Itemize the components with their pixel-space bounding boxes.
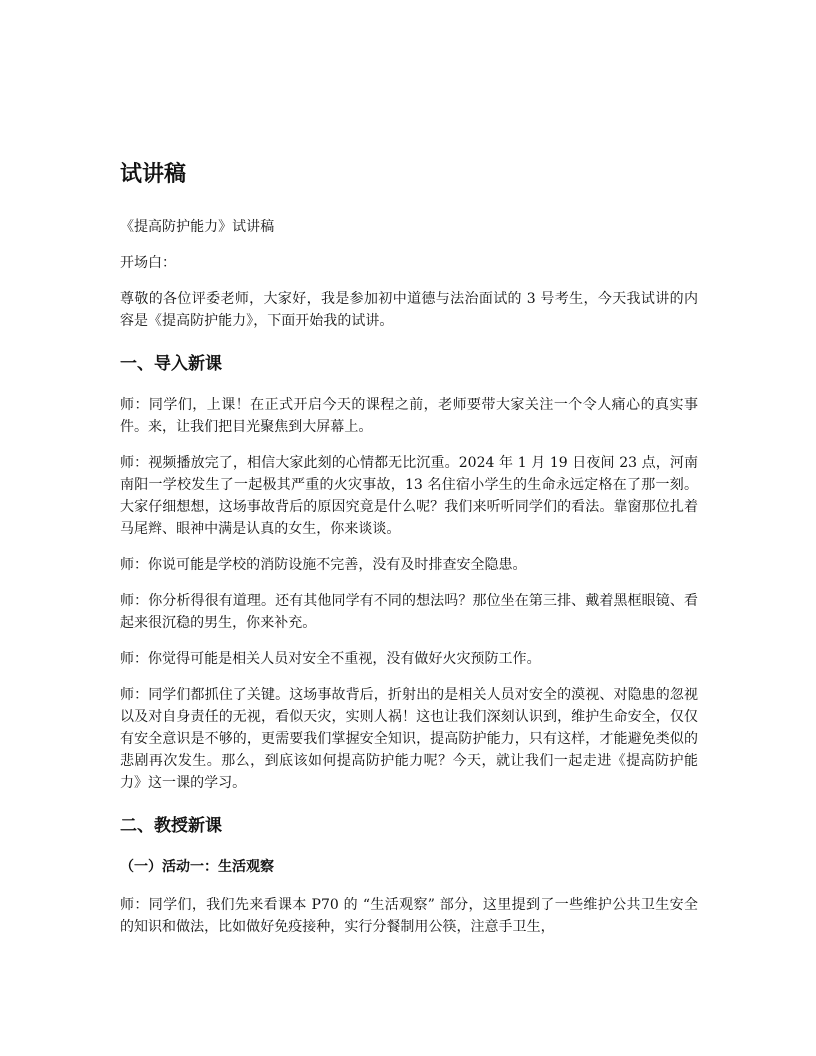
paragraph: 师：视频播放完了，相信大家此刻的心情都无比沉重。2024 年 1 月 19 日夜间 23 点，河南南阳一学校发生了一起极其严重的火灾事故，13 名住宿小学生的生命永远定格在了那一刻。大家仔细想想，这场事故背后的原因究竟是什么呢？我们来听听同学们的看法。靠窗那位扎着马尾辫、眼神中满是认真的女生，你来谈谈。: [120, 455, 698, 537]
section-heading-introduction: 一、导入新课: [120, 354, 222, 374]
document-page: [120, 150, 698, 952]
paragraph: 师：你说可能是学校的消防设施不完善，没有及时排查安全隐患。: [120, 557, 527, 573]
opening-label: 开场白：: [120, 255, 177, 271]
paragraph: 师：你分析得很有道理。还有其他同学有不同的想法吗？那位坐在第三排、戴着黑框眼镜、看起来很沉稳的男生，你来补充。: [120, 593, 698, 631]
paragraph: 师：同学们都抓住了关键。这场事故背后，折射出的是相关人员对安全的漠视、对隐患的忽视以及对自身责任的无视，看似天灾，实则人祸！这也让我们深刻认识到，维护生命安全，仅仅有安全意识是不够的，更需要我们掌握安全知识，提高防护能力，只有这样，才能避免类似的悲剧再次发生。那么，到底该如何提高防护能力呢？今天，就让我们一起走进《提高防护能力》这一课的学习。: [120, 687, 698, 791]
section-heading-new-lesson: 二、教授新课: [120, 816, 222, 836]
paragraph: 师：你觉得可能是相关人员对安全不重视，没有做好火灾预防工作。: [120, 651, 541, 667]
document-subtitle: 《提高防护能力》试讲稿: [120, 219, 275, 235]
document-title: 试讲稿: [120, 162, 187, 187]
opening-paragraph: 尊敬的各位评委老师，大家好，我是参加初中道德与法治面试的 3 号考生，今天我试讲的内容是《提高防护能力》，下面开始我的试讲。: [120, 291, 698, 329]
paragraph: 师：同学们，我们先来看课本 P70 的 “生活观察” 部分，这里提到了一些维护公共卫生安全的知识和做法，比如做好免疫接种，实行分餐制用公筷，注意手卫生，: [120, 897, 698, 935]
paragraph: 师：同学们，上课！在正式开启今天的课程之前，老师要带大家关注一个令人痛心的真实事件。来，让我们把目光聚焦到大屏幕上。: [120, 397, 698, 435]
subsection-heading-activity-one: （一）活动一：生活观察: [120, 859, 274, 875]
